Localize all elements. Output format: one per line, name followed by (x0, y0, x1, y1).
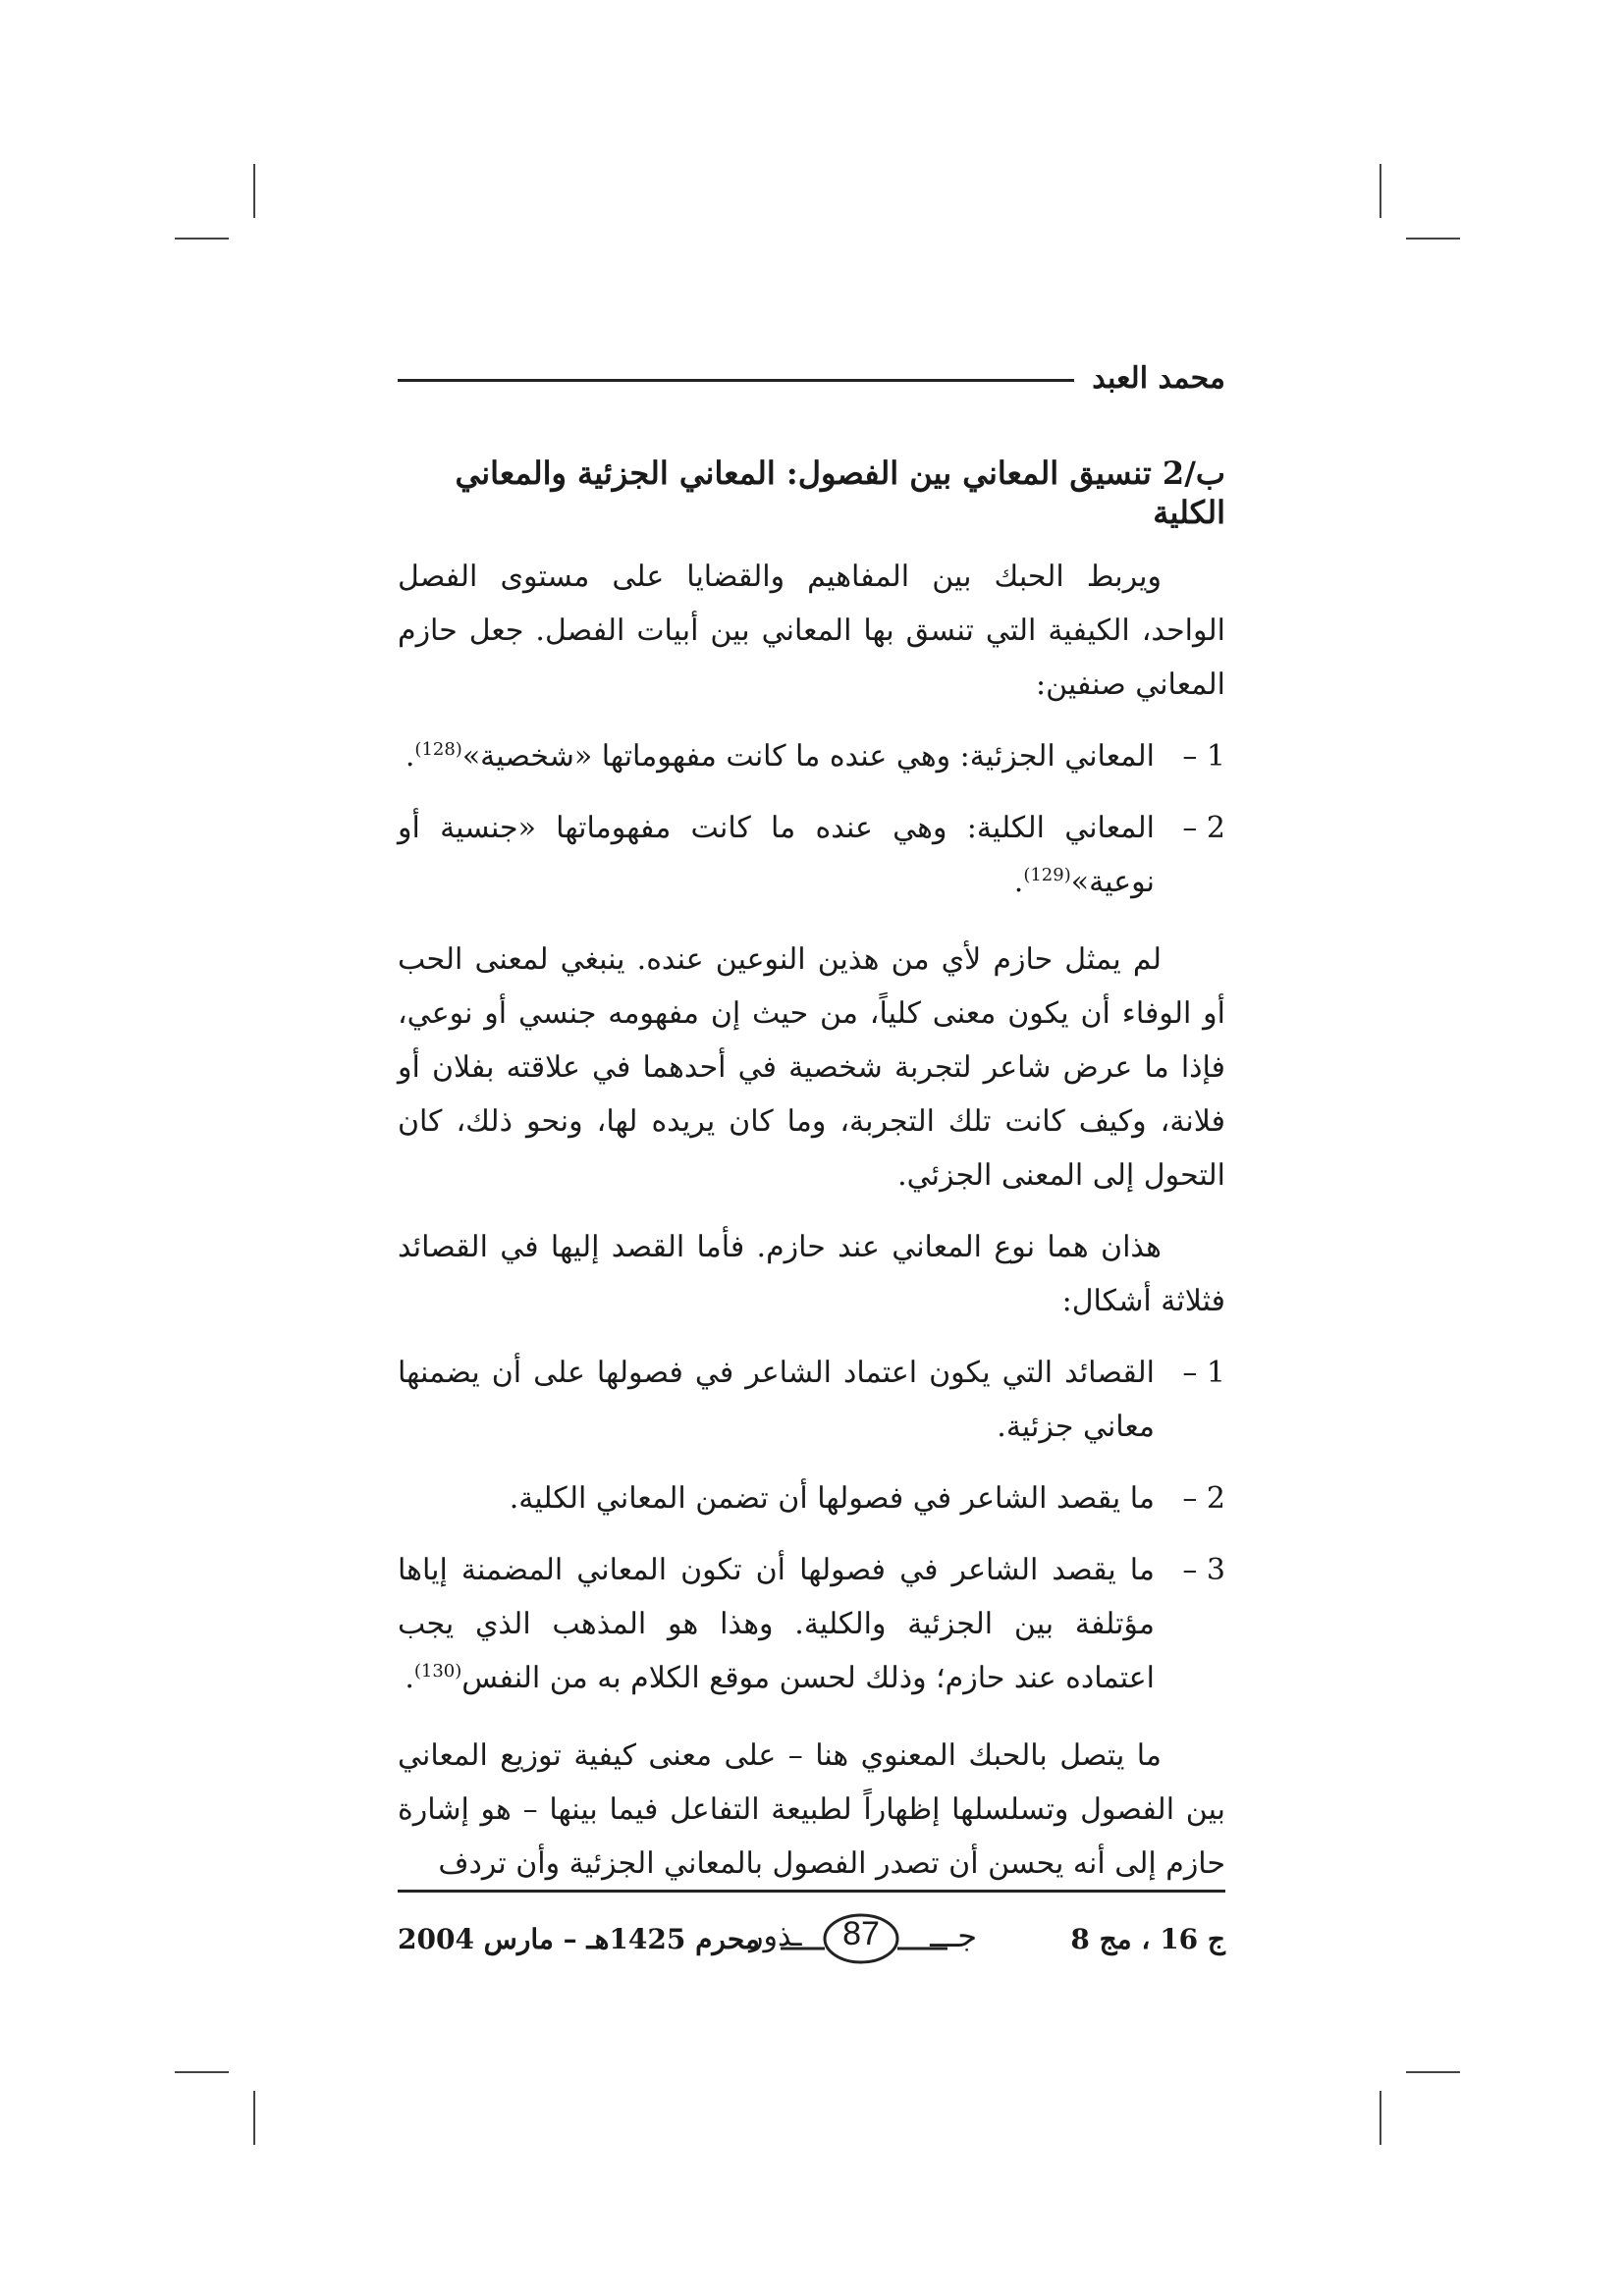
list-item-1-number: 1 – (1182, 739, 1225, 774)
issue-date: محرم 1425هـ – مارس 2004 (398, 1923, 760, 1955)
list-item-1-body: المعاني الجزئية: وهي عنده ما كانت مفهوماتها «شخصية» (461, 739, 1155, 774)
crop-mark-bottom-right-vertical (1380, 2091, 1381, 2145)
list-item-3-number: 1 – (1182, 1356, 1225, 1390)
crop-mark-bottom-left-vertical (253, 2091, 255, 2145)
list-item-5 (398, 1543, 1225, 1705)
list-item-2-body: المعاني الكلية: وهي عنده ما كانت مفهوماتها «جنسية أو نوعية» (398, 811, 1155, 899)
crop-mark-bottom-right-horizontal (1406, 2071, 1460, 2073)
list-item-2-text (398, 801, 1155, 909)
list-item-5-period: . (405, 1661, 414, 1695)
author-name: محمد العبد (1092, 360, 1225, 396)
journal-name-left: ـذور (749, 1919, 802, 1953)
header-rule (398, 379, 1074, 382)
list-item-4 (398, 1471, 1225, 1525)
footnote-ref-130: (130) (413, 1661, 462, 1682)
crop-mark-top-right-vertical (1380, 164, 1381, 218)
list-item-2-number: 2 – (1182, 811, 1225, 845)
page-footer (398, 1909, 1225, 1978)
list-item-1-period: . (405, 739, 415, 774)
list-item-4-number: 2 – (1182, 1481, 1225, 1516)
list-item-1 (398, 729, 1225, 783)
paragraph-1: ويربط الحبك بين المفاهيم والقضايا على مستوى الفصل الواحد، الكيفية التي تنسق بها المعاني بين أبيات الفصل. جعل حازم المعاني صنفين: (398, 560, 1225, 702)
list-item-3 (398, 1346, 1225, 1454)
page-number: 87 (842, 1915, 880, 1952)
crop-mark-top-right-horizontal (1406, 238, 1460, 240)
footnote-ref-128: (128) (414, 739, 462, 760)
page-body (398, 353, 1225, 1891)
crop-mark-bottom-left-horizontal (175, 2071, 229, 2073)
crop-mark-top-left-horizontal (175, 238, 229, 240)
list-item-2-period: . (1013, 865, 1024, 899)
crop-mark-top-left-vertical (253, 164, 255, 218)
footer-rule (398, 1890, 1225, 1893)
list-item-4-text: ما يقصد الشاعر في فصولها أن تضمن المعاني الكلية. (509, 1481, 1155, 1516)
journal-logo (741, 1909, 987, 1968)
list-item-5-body: ما يقصد الشاعر في فصولها أن تكون المعاني المضمنة إياها مؤتلفة بين الجزئية والكلية. وهذا هو المذهب الذي يجب اعتماده عند حازم؛ وذلك لحسن موقع الكلام به من النفس (398, 1553, 1155, 1695)
paragraph-2: لم يمثل حازم لأي من هذين النوعين عنده. ينبغي لمعنى الحب أو الوفاء أن يكون معنى كلياً، من حيث إن مفهومه جنسي أو نوعي، فإذا ما عرض شاعر لتجربة شخصية في أحدهما في علاقته بفلان أو فلانة، وكيف كانت تلك التجربة، وما كان يريده لها، ونحو ذلك، كان التحول إلى المعنى الجزئي. (398, 942, 1225, 1193)
list-item-5-number: 3 – (1182, 1553, 1225, 1587)
list-item-5-text (398, 1543, 1155, 1705)
running-head (398, 353, 1225, 402)
list-item-2 (398, 801, 1225, 909)
list-item-1-text (398, 729, 1155, 783)
journal-name-right: جـــ (930, 1917, 977, 1954)
section-title: ب/2 تنسيق المعاني بين الفصول: المعاني الجزئية والمعاني الكلية (455, 454, 1225, 531)
list-item-3-text: القصائد التي يكون اعتماد الشاعر في فصولها على أن يضمنها معاني جزئية. (398, 1356, 1155, 1444)
footnote-ref-129: (129) (1023, 865, 1071, 885)
paragraph-3: هذان هما نوع المعاني عند حازم. فأما القصد إليها في القصائد فثلاثة أشكال: (398, 1230, 1225, 1318)
paragraph-4: ما يتصل بالحبك المعنوي هنا – على معنى كيفية توزيع المعاني بين الفصول وتسلسلها إظهاراً لطبيعة التفاعل فيما بينها – هو إشارة حازم إلى أنه يحسن أن تصدر الفصول بالمعاني الجزئية وأن تردف (398, 1738, 1225, 1881)
issue-info: ج 16 ، مج 8 (1070, 1923, 1225, 1955)
